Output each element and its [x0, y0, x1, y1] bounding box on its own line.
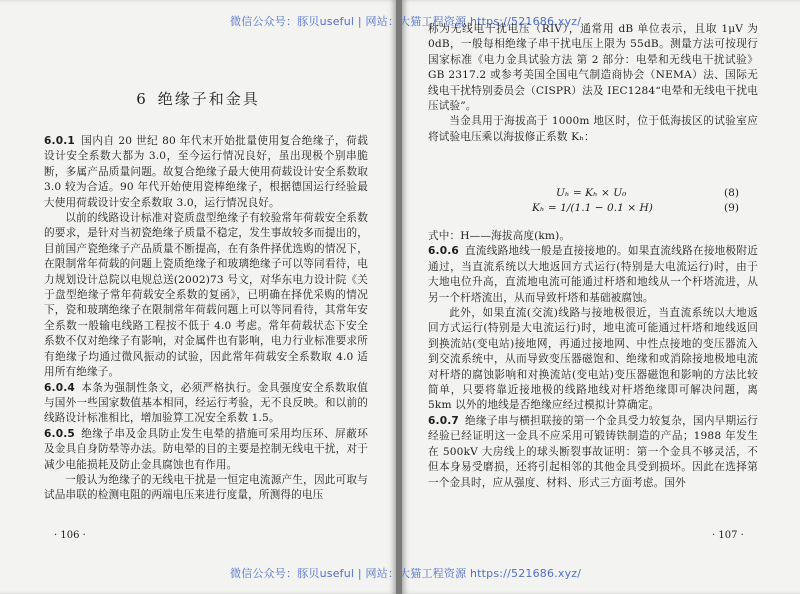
section-number: 6.0.6: [428, 245, 459, 258]
watermark-bottom: 微信公众号：豚贝useful | 网站：大猫工程资源 https://521686.xyz/: [230, 567, 582, 580]
formula-9: Kₕ = 1/(1.1 − 0.1 × H): [532, 202, 653, 214]
section-number: 6.0.7: [428, 414, 459, 427]
page-number-right: · 107 ·: [712, 530, 744, 541]
paragraph-text: 此外，如果直流(交流)线路与接地极很近，当直流系统以大地返回方式运行(特别是大电流运行)时，地电流可能通过杆塔和地线返回到换流站(变电站)接地网，再通过接地网、中性点接地的变压器流入到交流系统中，从而导致变压器磁饱和、绝缘和或消除接地极地电流对杆塔的腐蚀影响和对换流站(变电站)变压器磁饱和影响的方法比较简单，只要将靠近接地极的线路地线对杆塔绝缘即可解决问题，离 5km 以外的地线是否绝缘应经过模拟计算确定。: [428, 307, 758, 412]
paragraph-text: 绝缘子串及金具防止发生电晕的措施可采用均压环、屏蔽环及金具自身防晕等办法。防电晕的目的主要是控制无线电干扰，对于减少电能损耗及防止金具腐蚀也有作用。: [44, 427, 368, 471]
paragraph-text: 称为无线电干扰电压（RIV），通常用 dB 单位表示，且取 1μV 为 0dB，一般每相绝缘子串干扰电压上限为 55dB。测量方法可按现行国家标准《电力金具试验方法 第 2 部分：电晕和无线电干扰试验》GB 2317.2 或参考美国全国电气制造商协会（NEMA）法、国际无线电干扰特别委员会（CISPR）法及 IEC1284“电晕和无线电干扰电压试验”。: [428, 23, 758, 113]
paragraph-text: 直流线路地线一般是直接接地的。如果直流线路在接地极附近通过，当直流系统以大地返回方式运行(特别是大电流运行)时，由于大地电位升高，直流地电流可能通过杆塔和地线从一个杆塔流进，从另一个杆塔流出，从而导致杆塔和基础被腐蚀。: [428, 245, 758, 304]
paragraph: [44, 427, 368, 473]
paragraph: [428, 414, 758, 491]
paragraph-text: 一般认为绝缘子的无线电干扰是一恒定电流源产生，因此可取与试品串联的检测电阻的两端电压来进行度量，所测得的电压: [44, 473, 368, 502]
paragraph: [44, 381, 368, 427]
section-number: 6.0.5: [44, 427, 75, 440]
paragraph: [428, 244, 758, 306]
chapter-title: [0, 88, 396, 109]
paragraph: [428, 22, 758, 114]
paragraph-text: 绝缘子串与横担联接的第一个金具受力较复杂，国内早期运行经验已经证明这一金具不应采用可锻铸铁制造的产品；1988 年发生在 500kV 大房线上的球头断裂事故证明：第一个金具不够灵活，不但本身易受磨损，还将引起相邻的其他金具受到损坏。因此在选择第一个金具时，应从强度、材料、形式三方面考虑。国外: [428, 414, 758, 489]
paragraph-text: 以前的线路设计标准对瓷质盘型绝缘子有较验常年荷载安全系数的要求，是针对当初瓷绝缘子质量不稳定，发生事故较多而提出的，目前国产瓷绝缘子产品质量不断提高，在有条件择优选购的情况下，在限制常年荷载的问题上瓷质绝缘子和玻璃绝缘子可以等同看待，电力规划设计总院以电规总送(2002)73 号文，对华东电力设计院《关于盘型绝缘子常年荷载安全系数的复函》，已明确在择优采购的情况下，瓷和玻璃绝缘子在限制常年荷载问题上可以等同看待，其常年安全系数一般输电线路工程按不低于 4.0 考虑。常年荷载状态下安全系数不仅对绝缘子有影响，对金属件也有影响，电力行业标准要求所有绝缘子均通过微风振动的试验，因此常年荷载安全系数取 4.0 适用所有绝缘子。: [44, 212, 368, 379]
paragraph: [44, 211, 368, 380]
section-number: 6.0.4: [44, 381, 75, 394]
watermark-top: 微信公众号：豚贝useful | 网站：大猫工程资源 https://521686.xyz/: [230, 15, 582, 28]
formula-9-number: (9): [724, 202, 740, 214]
page-number-left: · 106 ·: [54, 530, 86, 541]
paragraph: [44, 134, 368, 211]
paragraph: [428, 114, 758, 145]
paragraph-text: 国内自 20 世纪 80 年代末开始批量使用复合绝缘子，荷载设计安全系数大都为 3.0，至今运行情况良好，虽出现极个别串脆断，多属产品质量问题。故复合绝缘子最大使用荷载设计安全系数取 3.0 较为合适。90 年代开始使用瓷棒绝缘子，根据德国运行经验最大使用荷载设计安全系数取 3.0，运行情况良好。: [44, 135, 368, 209]
section-number: 6.0.1: [44, 135, 75, 147]
paragraph-text: 本条为强制性条文，必须严格执行。金具强度安全系数取值与国外一些国家数值基本相同，经运行考验，无不良反映。和以前的线路设计标准相比，增加验算工况安全系数 1.5。: [44, 381, 368, 425]
paragraph-text: 当金具用于海拔高于 1000m 地区时，位于低海拔区的试验室应将试验电压乘以海拔修正系数 Kₕ：: [428, 115, 758, 143]
left-page-body: [44, 134, 368, 504]
right-page-body-top: [428, 22, 758, 145]
right-page-body-bottom: [428, 229, 758, 491]
formula-8: Uₕ = Kₕ × U₀: [556, 187, 627, 199]
formula-8-number: (8): [724, 187, 740, 199]
chapter-number: 6: [136, 90, 148, 108]
paragraph: [428, 306, 758, 414]
chapter-title-text: 绝缘子和金具: [157, 90, 260, 108]
formula-note: 式中：H——海拔高度(km)。: [428, 230, 571, 242]
paragraph: [44, 473, 368, 504]
